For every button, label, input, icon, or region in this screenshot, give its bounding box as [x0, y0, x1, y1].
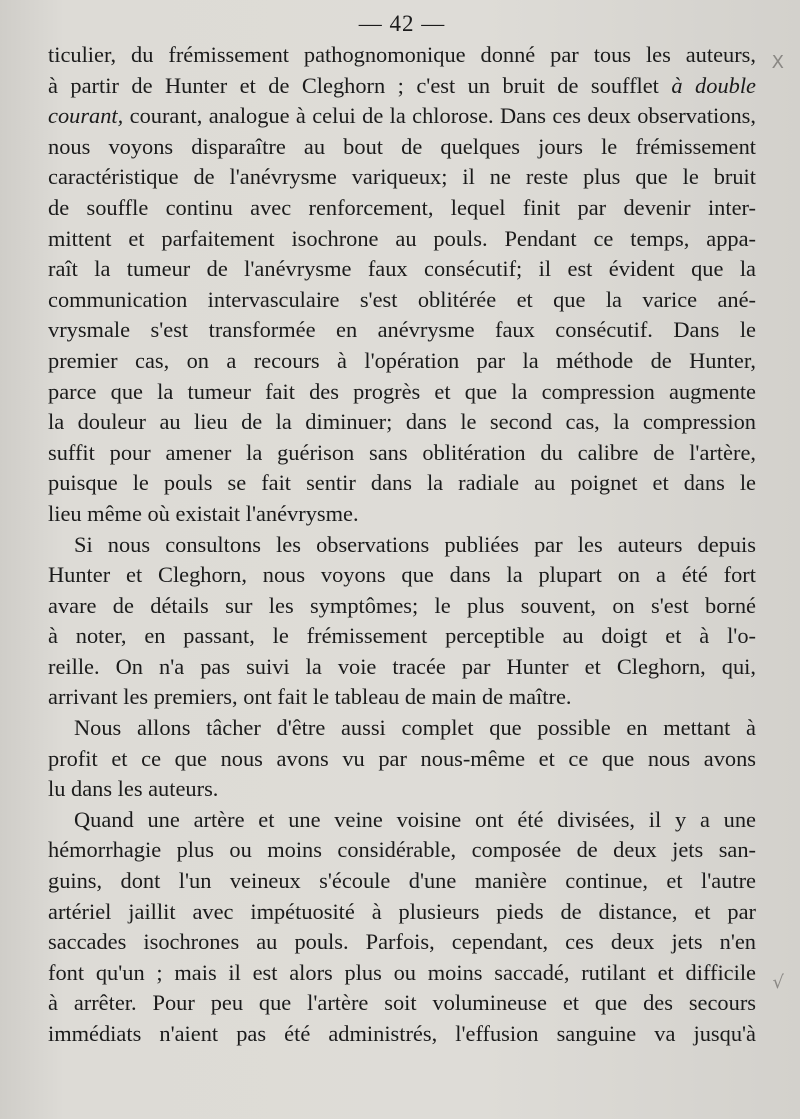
italic-text: à double [671, 72, 756, 98]
paragraph-4 [48, 805, 756, 1050]
page-number: — 42 — [358, 11, 446, 36]
text-line: caractéristique de l'anévrysme variqueux; il ne reste plus que le bruit [48, 164, 756, 190]
text-line: lieu même où existait l'anévrysme. [48, 500, 359, 526]
text-line: reille. On n'a pas suivi la voie tracée par Hunter et Cleghorn, qui, [48, 653, 756, 679]
text-line: artériel jaillit avec impétuosité à plusieurs pieds de distance, et par [48, 898, 756, 924]
text-line: profit et ce que nous avons vu par nous-même et ce que nous avons [48, 745, 756, 771]
text-line: parce que la tumeur fait des progrès et que la compression augmente [48, 378, 756, 404]
text-span: à partir de Hunter et de Cleghorn ; c'est un bruit de soufflet [48, 72, 659, 98]
text-line: arrivant les premiers, ont fait le tableau de main de maître. [48, 684, 572, 710]
text-line: lu dans les auteurs. [48, 776, 219, 802]
text-line: mittent et parfaitement isochrone au pouls. Pendant ce temps, appa- [48, 225, 756, 251]
text-line: à arrêter. Pour peu que l'artère soit volumineuse et que des secours [48, 990, 756, 1016]
text-line: nous voyons disparaître au bout de quelques jours le frémissement [48, 133, 756, 159]
text-line: à noter, en passant, le frémissement perceptible au doigt et à l'o- [48, 623, 756, 649]
margin-mark-x: X [771, 52, 784, 73]
text-line: ticulier, du frémissement pathognomonique donné par tous les auteurs, [48, 42, 756, 67]
text-line: Si nous consultons les observations publiées par les auteurs depuis [74, 531, 756, 557]
paragraph-3 [48, 713, 756, 805]
paragraph-1 [48, 40, 756, 530]
text-line: raît la tumeur de l'anévrysme faux consécutif; il est évident que la [48, 256, 756, 282]
text-line: vrysmale s'est transformée en anévrysme faux consécutif. Dans le [48, 317, 756, 343]
text-line: puisque le pouls se fait sentir dans la radiale au poignet et dans le [48, 470, 756, 496]
italic-text: courant, [48, 103, 124, 129]
text-line: font qu'un ; mais il est alors plus ou moins saccadé, rutilant et difficile [48, 959, 756, 985]
text-line: guins, dont l'un veineux s'écoule d'une manière continue, et l'autre [48, 868, 756, 894]
body-text [48, 40, 756, 1050]
margin-mark-check: √ [772, 972, 784, 993]
text-line: immédiats n'aient pas été administrés, l'effusion sanguine va jusqu'à [48, 1021, 756, 1046]
text-line: suffit pour amener la guérison sans oblitération du calibre de l'artère, [48, 439, 756, 465]
text-line: avare de détails sur les symptômes; le plus souvent, on s'est borné [48, 592, 756, 618]
text-line [48, 101, 756, 132]
text-line: premier cas, on a recours à l'opération par la méthode de Hunter, [48, 347, 756, 373]
text-line: Hunter et Cleghorn, nous voyons que dans la plupart on a été fort [48, 562, 756, 588]
text-line: de souffle continu avec renforcement, lequel finit par devenir inter- [48, 194, 756, 220]
text-line: Quand une artère et une veine voisine ont été divisées, il y a une [74, 806, 756, 832]
text-line: hémorrhagie plus ou moins considérable, composée de deux jets san- [48, 837, 756, 863]
paragraph-2 [48, 530, 756, 714]
text-line [48, 71, 756, 102]
text-line: la douleur au lieu de la diminuer; dans le second cas, la compression [48, 409, 756, 435]
text-span: courant, analogue à celui de la chlorose. Dans ces deux observations, [129, 103, 756, 129]
text-line: communication intervasculaire s'est oblitérée et que la varice ané- [48, 286, 756, 312]
text-line: Nous allons tâcher d'être aussi complet que possible en mettant à [74, 715, 756, 741]
text-line: saccades isochrones au pouls. Parfois, cependant, ces deux jets n'en [48, 929, 756, 955]
